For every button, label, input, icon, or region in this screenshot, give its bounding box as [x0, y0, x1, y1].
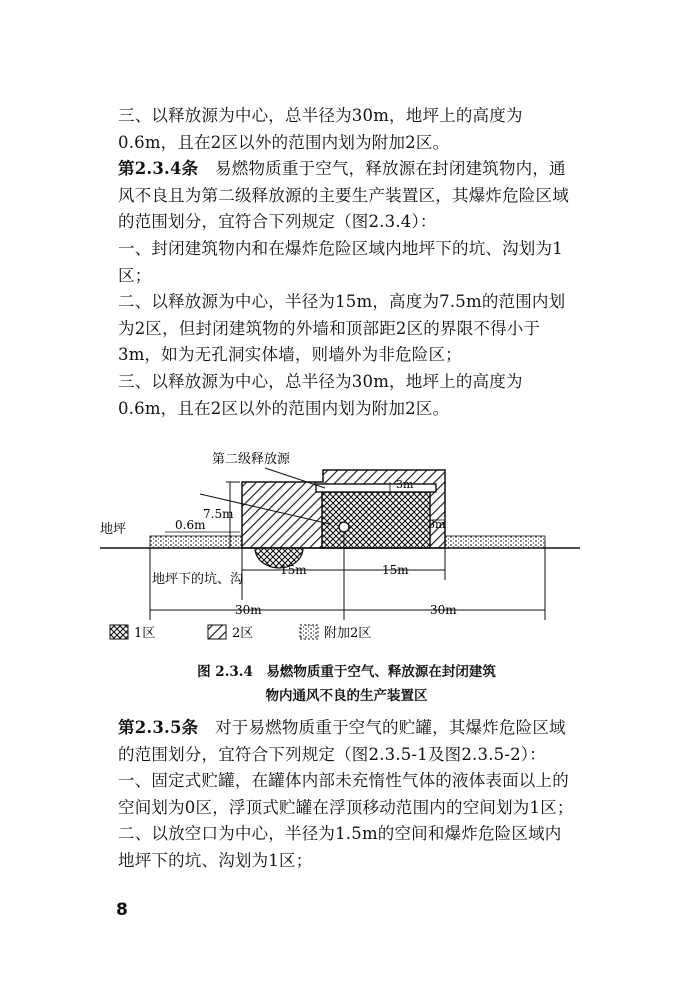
- label-7-5m: 7.5m: [203, 507, 234, 521]
- legend-zone1-label: 1区: [134, 626, 156, 641]
- figure-2-3-4: [90, 440, 590, 655]
- paragraph-1: [118, 103, 578, 156]
- clause-2: [118, 289, 578, 369]
- clause-2-tank-text: 二、以放空口为中心，半径为1.5m的空间和爆炸危险区域内地坪下的坑、沟划为1区；: [118, 824, 562, 870]
- clause-2-tank: [118, 821, 578, 874]
- label-30m-left: 30m: [235, 603, 262, 617]
- label-pit: 地坪下的坑、沟: [152, 572, 244, 587]
- clause-2-text: 二、以释放源为中心，半径为15m，高度为7.5m的范围内划为2区，但封闭建筑物的外墙和顶部距2区的界限不得小于3m，如为无孔洞实体墙，则墙外为非危险区；: [118, 292, 566, 364]
- clause-3-text: 三、以释放源为中心，总半径为30m，地坪上的高度为0.6m，且在2区以外的范围内划为附加2区。: [118, 372, 523, 418]
- label-3m-side: 3m: [428, 518, 446, 531]
- label-30m-right: 30m: [430, 603, 457, 617]
- label-3m-top: 3m: [396, 478, 414, 491]
- legend-zone1-swatch: [110, 625, 128, 639]
- zone-diagram: [90, 440, 590, 655]
- article-number: 第2.3.5条: [118, 718, 199, 737]
- article-2-3-4: [118, 156, 578, 236]
- clause-1-tank: [118, 768, 578, 821]
- label-source: 第二级释放源: [212, 452, 291, 467]
- building-roof: [316, 484, 436, 492]
- legend-zone2-swatch: [208, 625, 226, 639]
- clause-1-tank-text: 一、固定式贮罐，在罐体内部未充惰性气体的液体表面以上的空间划为0区，浮顶式贮罐在浮顶移动范围内的空间划为1区；: [118, 771, 574, 817]
- article-number: 第2.3.4条: [118, 159, 199, 178]
- clause-1: [118, 236, 578, 289]
- paragraph-1-text: 三、以释放源为中心，总半径为30m，地坪上的高度为0.6m，且在2区以外的范围内划为附加2区。: [118, 106, 523, 152]
- clause-1-text: 一、封闭建筑物内和在爆炸危险区域内地坪下的坑、沟划为1区；: [118, 239, 563, 285]
- article-text: 对于易燃物质重于空气的贮罐，其爆炸危险区域的范围划分，宜符合下列规定（图2.3.5-1及图2.3.5-2）：: [118, 718, 566, 764]
- figure-caption-line1: 图 2.3.4 易燃物质重于空气、释放源在封闭建筑: [197, 664, 496, 680]
- zone1-building: [322, 492, 430, 548]
- label-15m-right: 15m: [382, 563, 409, 577]
- legend-zone2-extra-label: 附加2区: [324, 626, 372, 641]
- article-text: 易燃物质重于空气，释放源在封闭建筑物内，通风不良且为第二级释放源的主要生产装置区，其爆炸危险区域的范围划分，宜符合下列规定（图2.3.4）：: [118, 159, 569, 231]
- label-floor: 地坪: [100, 522, 127, 537]
- label-15m-left: 15m: [280, 563, 307, 577]
- page-number: 8: [116, 900, 128, 920]
- figure-caption-line2: 物内通风不良的生产装置区: [265, 688, 428, 704]
- release-source: [339, 522, 349, 532]
- clause-3: [118, 369, 578, 422]
- article-2-3-5: [118, 715, 578, 768]
- legend-zone2-extra-swatch: [300, 625, 318, 639]
- label-0-6m: 0.6m: [175, 518, 206, 532]
- legend-zone2-label: 2区: [232, 626, 254, 641]
